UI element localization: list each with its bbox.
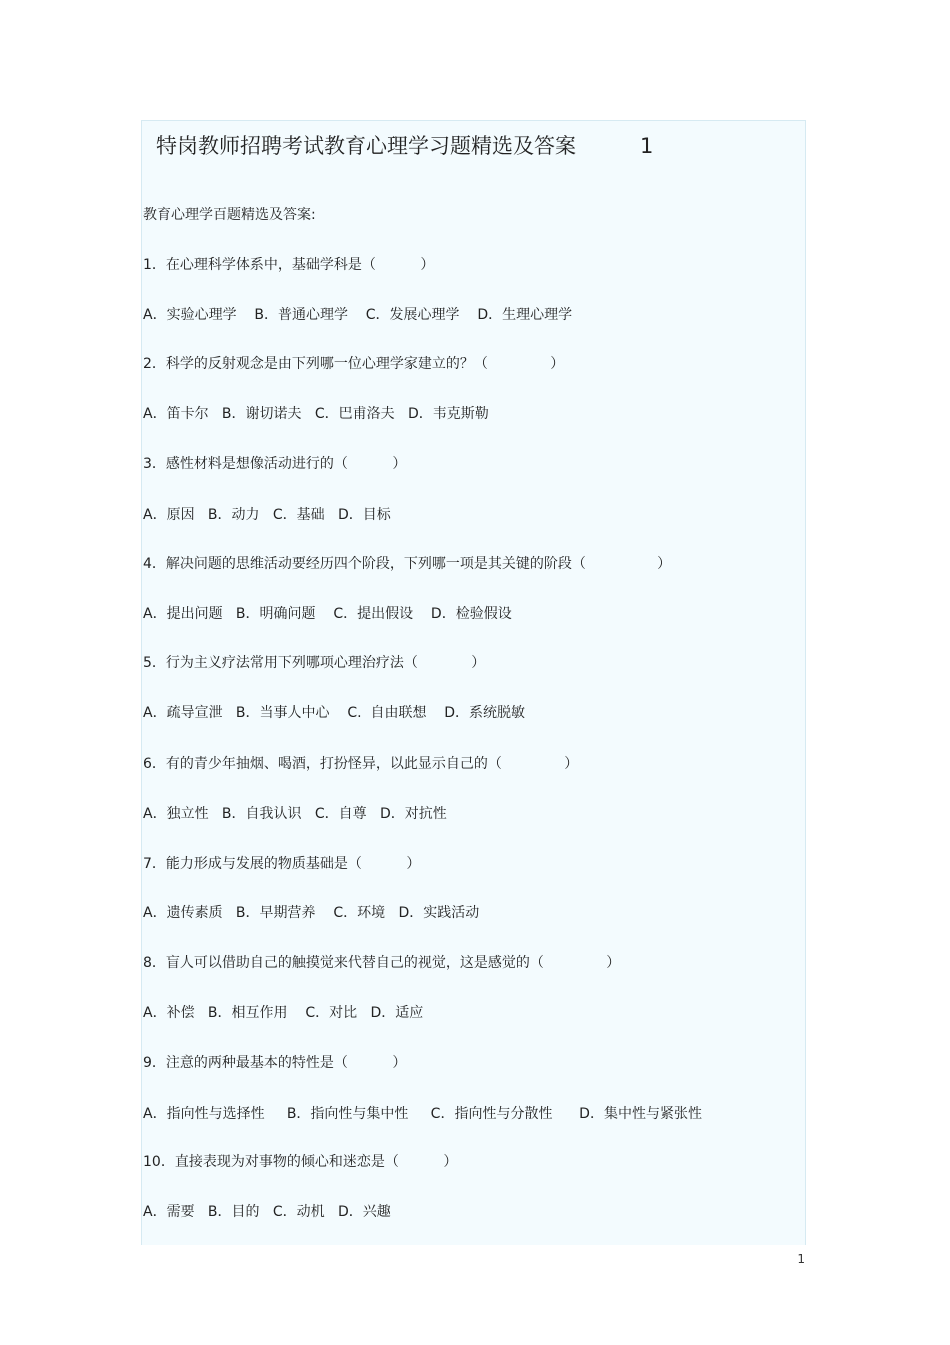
question-1: 1．在心理科学体系中，基础学科是（ ）: [143, 257, 435, 273]
question-9: 9．注意的两种最基本的特性是（ ）: [143, 1055, 407, 1071]
intro-text: 教育心理学百题精选及答案:: [143, 207, 316, 223]
content-area: [141, 120, 806, 1245]
question-7: 7．能力形成与发展的物质基础是（ ）: [143, 856, 421, 872]
question-3: 3．感性材料是想像活动进行的（ ）: [143, 456, 407, 472]
question-10: 10．直接表现为对事物的倾心和迷恋是（ ）: [143, 1154, 458, 1170]
options-6: A．独立性 B．自我认识 C．自尊 D．对抗性: [143, 806, 447, 822]
options-3: A．原因 B．动力 C．基础 D．目标: [143, 507, 391, 523]
question-2: 2．科学的反射观念是由下列哪一位心理学家建立的？（ ）: [143, 356, 565, 372]
options-5: A．疏导宣泄 B．当事人中心 C. 自由联想 D．系统脱敏: [143, 705, 526, 721]
document-title: 特岗教师招聘考试教育心理学习题精选及答案: [156, 134, 576, 158]
question-6: 6．有的青少年抽烟、喝酒，打扮怪异，以此显示自己的（ ）: [143, 756, 579, 772]
options-9: A．指向性与选择性 B．指向性与集中性 C．指向性与分散性 D．集中性与紧张性: [143, 1106, 702, 1122]
options-1: A．实验心理学 B．普通心理学 C．发展心理学 D．生理心理学: [143, 307, 573, 323]
options-2: A．笛卡尔 B．谢切诺夫 C．巴甫洛夫 D．韦克斯勒: [143, 406, 489, 422]
question-5: 5．行为主义疗法常用下列哪项心理治疗法（ ）: [143, 655, 486, 671]
question-4: 4．解决问题的思维活动要经历四个阶段，下列哪一项是其关键的阶段（ ）: [143, 556, 672, 572]
page-number: 1: [797, 1252, 805, 1266]
options-7: A．遗传素质 B．早期营养 C．环境 D．实践活动: [143, 905, 480, 921]
options-4: A．提出问题 B．明确问题 C．提出假设 D．检验假设: [143, 606, 512, 622]
question-8: 8．盲人可以借助自己的触摸觉来代替自己的视觉，这是感觉的（ ）: [143, 955, 621, 971]
document-title-number: 1: [640, 134, 654, 158]
options-8: A．补偿 B．相互作用 C．对比 D．适应: [143, 1005, 424, 1021]
options-10: A．需要 B．目的 C．动机 D．兴趣: [143, 1204, 391, 1220]
